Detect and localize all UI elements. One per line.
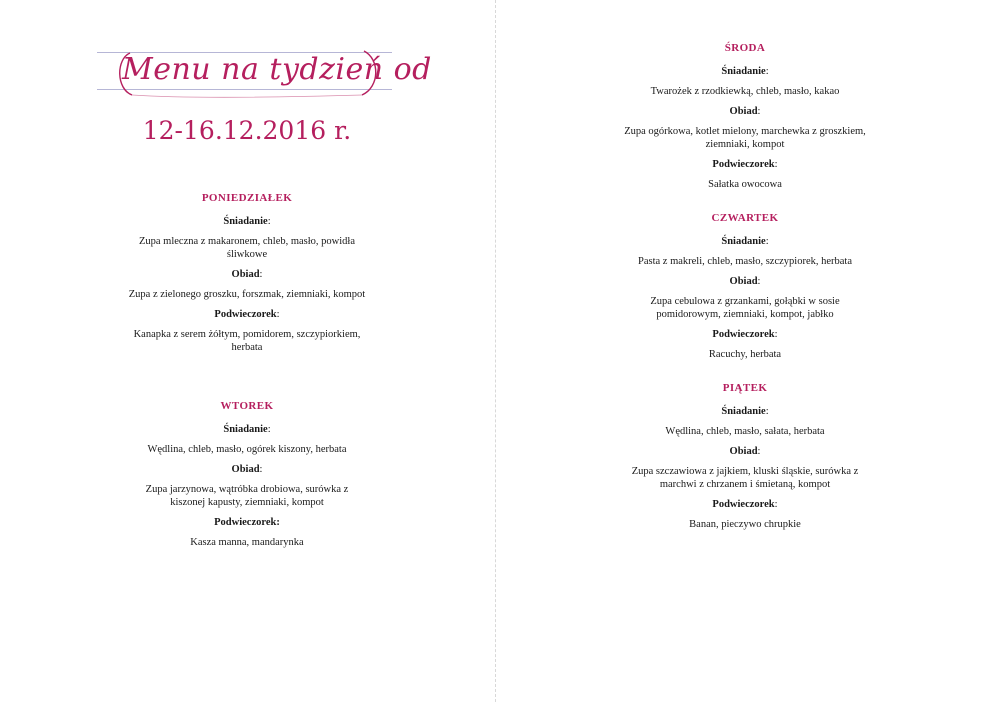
- lunch-text: Zupa ogórkowa, kotlet mielony, marchewka z groszkiem, ziemniaki, kompot: [624, 126, 866, 150]
- snack-text: Racuchy, herbata: [708, 349, 782, 360]
- day-section-tuesday: [92, 400, 402, 557]
- breakfast-text: Wędlina, chleb, masło, ogórek kiszony, herbata: [147, 444, 347, 455]
- lunch-label: Obiad:: [231, 269, 263, 280]
- snack-text: Kasza manna, mandarynka: [190, 537, 304, 548]
- menu-title: Menu na tydzień od: [122, 52, 432, 87]
- day-name: ŚRODA: [724, 42, 766, 54]
- breakfast-label: Śniadanie:: [721, 66, 769, 77]
- snack-text: Kanapka z serem żółtym, pomidorem, szczypiorkiem, herbata: [133, 329, 361, 353]
- snack-label: Podwieczorek:: [712, 329, 778, 340]
- lunch-label: Obiad:: [729, 276, 761, 287]
- snack-label: Podwieczorek:: [214, 309, 280, 320]
- day-section-monday: [92, 192, 402, 362]
- day-name: PIĄTEK: [722, 382, 768, 394]
- breakfast-label: Śniadanie:: [721, 236, 769, 247]
- snack-label: Podwieczorek:: [712, 159, 778, 170]
- breakfast-text: Twarożek z rzodkiewką, chleb, masło, kakao: [650, 86, 840, 97]
- title-block: [92, 0, 432, 170]
- breakfast-text: Zupa mleczna z makaronem, chleb, masło, powidła śliwkowe: [138, 236, 356, 260]
- lunch-text: Zupa jarzynowa, wątróbka drobiowa, surówka z kiszonej kapusty, ziemniaki, kompot: [145, 484, 349, 508]
- lunch-label: Obiad:: [729, 446, 761, 457]
- day-section-wednesday: [600, 42, 890, 199]
- day-section-friday: [600, 382, 890, 539]
- snack-text: Banan, pieczywo chrupkie: [689, 519, 801, 530]
- lunch-label: Obiad:: [729, 106, 761, 117]
- breakfast-label: Śniadanie:: [223, 424, 271, 435]
- lunch-text: Zupa z zielonego groszku, forszmak, ziemniaki, kompot: [128, 289, 366, 300]
- snack-label: Podwieczorek:: [214, 517, 280, 528]
- snack-label: Podwieczorek:: [712, 499, 778, 510]
- page-fold-divider: [495, 0, 496, 702]
- breakfast-label: Śniadanie:: [721, 406, 769, 417]
- day-section-thursday: [600, 212, 890, 369]
- day-name: PONIEDZIAŁEK: [201, 192, 293, 204]
- lunch-text: Zupa szczawiowa z jajkiem, kluski śląskie, surówka z marchwi z chrzanem i śmietaną, kompot: [631, 466, 859, 490]
- day-name: CZWARTEK: [711, 212, 779, 224]
- breakfast-label: Śniadanie:: [223, 216, 271, 227]
- lunch-label: Obiad:: [231, 464, 263, 475]
- breakfast-text: Pasta z makreli, chleb, masło, szczypiorek, herbata: [638, 256, 852, 267]
- lunch-text: Zupa cebulowa z grzankami, gołąbki w sosie pomidorowym, ziemniaki, kompot, jabłko: [650, 296, 840, 320]
- day-name: WTOREK: [220, 400, 274, 412]
- snack-text: Sałatka owocowa: [708, 179, 782, 190]
- breakfast-text: Wędlina, chleb, masło, sałata, herbata: [665, 426, 825, 437]
- left-page: [92, 0, 432, 548]
- menu-date-range: 12-16.12.2016 r.: [142, 116, 352, 145]
